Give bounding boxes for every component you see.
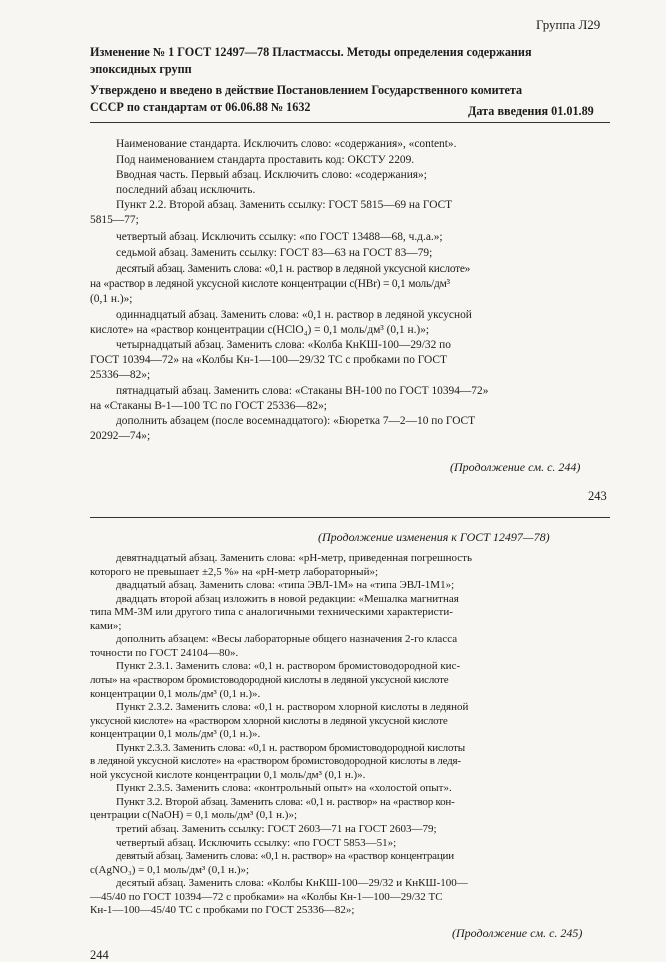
header-divider: [90, 122, 610, 123]
text-line: типа ММ-3М или другого типа с аналогичными техническими характеристи-: [90, 606, 453, 619]
text-line: —45/40 по ГОСТ 10394—72 с пробками» на «Колбы Кн-1—100—29/32 ТС: [90, 890, 443, 903]
text-line: Под наименованием стандарта проставить код: ОКСТУ 2209.: [116, 154, 415, 166]
text-line: Пункт 2.2. Второй абзац. Заменить ссылку: ГОСТ 5815—69 на ГОСТ: [116, 199, 453, 211]
text-line: которого не превышает ±2,5 %» на «рН-метр лабораторный»;: [90, 565, 379, 578]
text-line: четвертый абзац. Исключить ссылку: «по ГОСТ 13488—68, ч.д.а.»;: [116, 231, 443, 243]
effective-date: Дата введения 01.01.89: [468, 104, 594, 118]
text-line: Кн-1—100—45/40 ТС с пробками по ГОСТ 25336—82»;: [90, 904, 355, 917]
group-code: Группа Л29: [536, 17, 601, 32]
text-line: двадцатый абзац. Заменить слова: «типа ЭВЛ-1М» на «типа ЭВЛ-1М1»;: [116, 579, 455, 592]
text-line: ГОСТ 10394—72» на «Колбы Кн-1—100—29/32 ТС с пробками по ГОСТ: [90, 354, 447, 366]
text-line: Пункт 3.2. Второй абзац. Заменить слова: «0,1 н. раствор» на «раствор кон-: [116, 795, 455, 808]
text-line: лоты» на «раствором бромистоводородной кислоты в ледяной уксусной кислоте: [90, 673, 449, 686]
text-line: девятнадцатый абзац. Заменить слова: «рН-метр, приведенная погрешность: [116, 552, 472, 564]
text-line: 20292—74»;: [90, 430, 151, 442]
text-line: Пункт 2.3.5. Заменить слова: «контрольный опыт» на «холостой опыт».: [116, 782, 452, 795]
text-line: центрации с(NaOH) = 0,1 моль/дм³ (0,1 н.)»;: [90, 809, 298, 822]
text-line: Наименование стандарта. Исключить слово: «содержания», «content».: [116, 138, 457, 150]
text-line: последний абзац исключить.: [116, 184, 256, 196]
text-line: точности по ГОСТ 24104—80».: [90, 646, 239, 659]
text-line: третий абзац. Заменить ссылку: ГОСТ 2603—71 на ГОСТ 2603—79;: [116, 823, 437, 835]
text-line: Пункт 2.3.3. Заменить слова: «0,1 н. раствором бромистоводородной кислоты: [116, 741, 465, 754]
text-line: дополнить абзацем (после восемнадцатого): «Бюретка 7—2—10 по ГОСТ: [116, 415, 476, 427]
continuation-note: (Продолжение см. с. 245): [452, 925, 583, 940]
approval-line-1: Утверждено и введено в действие Постановлением Государственного комитета: [90, 83, 523, 97]
page-number: 243: [588, 489, 607, 503]
text-line: 5815—77;: [90, 214, 139, 226]
page-number: 244: [90, 947, 109, 962]
text-line: пятнадцатый абзац. Заменить слова: «Стаканы ВН-100 по ГОСТ 10394—72»: [116, 385, 489, 397]
text-line: одиннадцатый абзац. Заменить слова: «0,1 н. раствор в ледяной уксусной: [116, 309, 472, 321]
text-line: в ледяной уксусной кислоте» на «раствором бромистоводородной кислоты в ледя-: [90, 755, 461, 768]
page-divider: [90, 517, 610, 518]
text-line: четырнадцатый абзац. Заменить слова: «Колба КнКШ-100—29/32 по: [116, 339, 451, 351]
continuation-header: (Продолжение изменения к ГОСТ 12497—78): [318, 530, 550, 544]
text-line: Пункт 2.3.2. Заменить слова: «0,1 н. раствором хлорной кислоты в ледяной: [116, 701, 469, 714]
text-line: Вводная часть. Первый абзац. Исключить слово: «содержания»;: [116, 169, 427, 181]
text-line: уксусной кислоте» на «раствором хлорной кислоты в ледяной уксусной кислоте: [90, 714, 448, 727]
text-line: (0,1 н.)»;: [90, 293, 133, 305]
amendment-title-line-1: Изменение № 1 ГОСТ 12497—78 Пластмассы. Методы определения содержания: [90, 45, 532, 59]
text-line: 25336—82»;: [90, 369, 151, 381]
text-line: седьмой абзац. Заменить ссылку: ГОСТ 83—63 на ГОСТ 83—79;: [116, 247, 433, 259]
text-line: девятый абзац. Заменить слова: «0,1 н. раствор» на «раствор концентрации: [116, 850, 454, 863]
continuation-note: (Продолжение см. с. 244): [450, 460, 581, 474]
text-line: десятый абзац. Заменить слова: «0,1 н. раствор в ледяной уксусной кислоте»: [116, 263, 471, 275]
text-line: четвертый абзац. Исключить ссылку: «по ГОСТ 5853—51»;: [116, 836, 397, 849]
text-line: на «Стаканы В-1—100 ТС по ГОСТ 25336—82»;: [90, 400, 327, 412]
amendment-title-line-2: эпоксидных групп: [90, 62, 192, 76]
text-line: кислоте» на «раствор концентрации с(HClO₄) = 0,1 моль/дм³ (0,1 н.)»;: [90, 324, 430, 336]
text-line: ной уксусной кислоте концентрации 0,1 моль/дм³ (0,1 н.)».: [90, 768, 366, 781]
text-line: концентрации 0,1 моль/дм³ (0,1 н.)».: [90, 687, 261, 700]
text-line: дополнить абзацем: «Весы лабораторные общего назначения 2-го класса: [116, 633, 458, 646]
text-line: с(AgNO₃) = 0,1 моль/дм³ (0,1 н.)»;: [90, 863, 250, 876]
text-line: концентрации 0,1 моль/дм³ (0,1 н.)».: [90, 728, 261, 741]
approval-line-2: СССР по стандартам от 06.06.88 № 1632: [90, 100, 311, 114]
text-line: двадцать второй абзац изложить в новой редакции: «Мешалка магнитная: [116, 592, 459, 605]
text-line: ками»;: [90, 619, 122, 632]
text-line: десятый абзац. Заменить слова: «Колбы КнКШ-100—29/32 и КнКШ-100—: [116, 877, 468, 890]
text-line: Пункт 2.3.1. Заменить слова: «0,1 н. раствором бромистоводородной кис-: [116, 660, 461, 673]
text-line: на «раствор в ледяной уксусной кислоте концентрации с(HBr) = 0,1 моль/дм³: [90, 278, 450, 290]
